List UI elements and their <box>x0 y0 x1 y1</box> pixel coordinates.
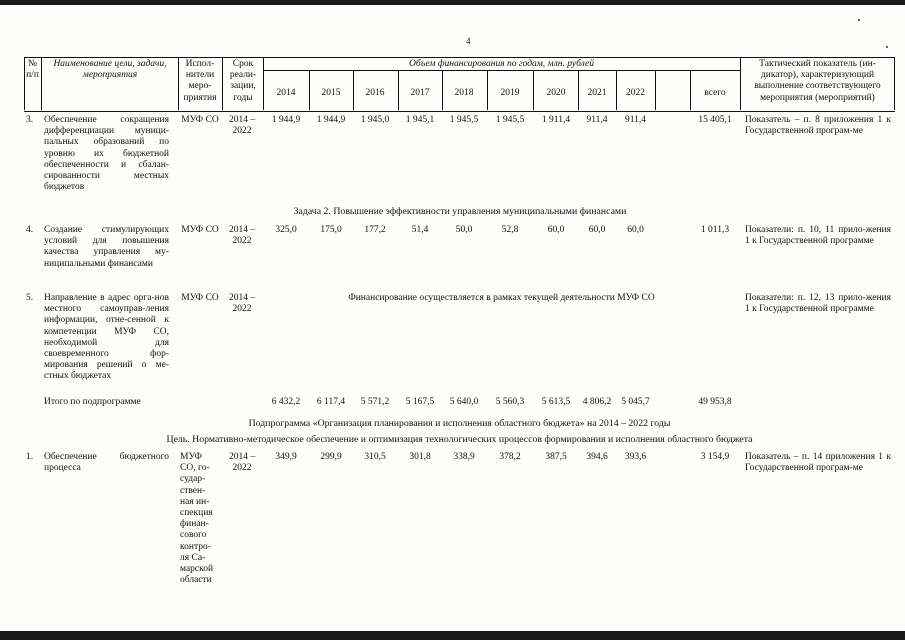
total-value: 4 806,2 <box>582 397 612 407</box>
row-term: 2014 – 2022 <box>228 452 256 474</box>
header-year: 2019 <box>500 88 520 98</box>
header-year: всего <box>704 88 726 98</box>
goal-heading: Цель. Нормативно-методическое обеспечение и оптимизация технологических процессов формирования и исполнения областного бюджета <box>166 434 753 445</box>
row-value: 15 405,1 <box>698 115 732 125</box>
row-value: 1 945,1 <box>405 115 435 125</box>
row-value: 349,9 <box>275 452 297 462</box>
header-year: 2020 <box>546 88 566 98</box>
row-value: 1 944,9 <box>316 115 346 125</box>
row-indicator: Показатели: п. 12, 13 прило-жения 1 к Государственной программе <box>745 293 891 315</box>
row-value: 60,0 <box>588 225 606 235</box>
row-value: 1 945,5 <box>449 115 479 125</box>
total-value: 5 045,7 <box>621 397 650 407</box>
row-value: 394,6 <box>586 452 608 462</box>
row-value: 1 944,9 <box>271 115 301 125</box>
row-indicator: Показатель – п. 14 приложения 1 к Государственной програм-ме <box>745 452 891 474</box>
row-value: 52,8 <box>501 225 519 235</box>
header-year: 2017 <box>410 88 430 98</box>
row-value: 387,5 <box>545 452 567 462</box>
row-value: 1 945,0 <box>360 115 390 125</box>
header-rule <box>487 70 488 110</box>
row-value: 378,2 <box>499 452 521 462</box>
total-label: Итого по подпрограмме <box>44 397 141 407</box>
header-col-indicator: Тактический показатель (ин-дикатор), характеризующий выполнение соответствующего мероприятия (мероприятий) <box>754 59 881 103</box>
row-value: 310,5 <box>364 452 386 462</box>
row-exec: МУФ СО <box>181 225 219 235</box>
row-value: 3 154,9 <box>700 452 730 462</box>
row-indicator: Показатель – п. 8 приложения 1 к Государственной програм-ме <box>745 115 891 137</box>
total-value: 5 613,5 <box>541 397 571 407</box>
row-value: 338,9 <box>453 452 475 462</box>
header-rule <box>178 57 179 110</box>
header-rule <box>894 57 895 110</box>
row-value: 50,0 <box>455 225 473 235</box>
row-name: Направление в адрес орга-нов местного самоуправ-ления информации, отне-сенной к компетенции МУФ СО, необходимой для своевременного фор-мирования решений о ме-стных бюджетах <box>44 293 169 382</box>
row-number: 3. <box>26 115 34 125</box>
scan-speck <box>858 19 860 21</box>
header-col-no: № п/п <box>26 59 39 81</box>
row-term: 2014 – 2022 <box>228 293 256 315</box>
page-number: 4 <box>466 36 471 46</box>
row-name: Обеспечение бюджетного процесса <box>44 452 169 474</box>
header-col-name: Наименование цели, задачи, мероприятия <box>53 59 167 81</box>
row-value: 911,4 <box>624 115 647 125</box>
header-rule <box>655 70 656 110</box>
row-value: 60,0 <box>547 225 565 235</box>
task-heading: Задача 2. Повышение эффективности управления муниципальными финансами <box>293 206 627 217</box>
header-col-exec: Испол-нители меро-приятия <box>183 59 217 103</box>
total-value: 5 571,2 <box>360 397 390 407</box>
row-value: 51,4 <box>411 225 429 235</box>
row-value: 325,0 <box>275 225 297 235</box>
row-term: 2014 – 2022 <box>228 225 256 247</box>
scan-top-border <box>0 0 905 5</box>
header-rule <box>740 57 741 110</box>
row-exec: МУФ СО <box>181 293 219 303</box>
row-exec: МУФ СО, го-судар-ствен-ная ин-спекция финан-сового контро-ля Са-марской области <box>180 452 214 586</box>
total-value: 5 560,3 <box>495 397 525 407</box>
total-value: 49 953,8 <box>698 397 732 407</box>
total-value: 5 167,5 <box>405 397 435 407</box>
row-value: 1 945,5 <box>495 115 525 125</box>
header-col-volume: Объем финансирования по годам, млн. рублей <box>409 59 594 69</box>
total-value: 6 432,2 <box>271 397 301 407</box>
row-value: 393,6 <box>624 452 647 462</box>
row-number: 5. <box>26 293 34 303</box>
header-rule <box>222 57 223 110</box>
header-year: 2014 <box>276 88 296 98</box>
financing-note: Финансирование осуществляется в рамках текущей деятельности МУФ СО <box>348 293 655 303</box>
header-year: 2015 <box>321 88 341 98</box>
header-col-term: Срок реали-зации, годы <box>229 59 257 103</box>
row-name: Обеспечение сокращения дифференциации муници-пальных образований по уровню их бюджетной обеспеченности и сбалан-сированности местных бюджетов <box>44 115 169 193</box>
row-value: 177,2 <box>364 225 386 235</box>
header-year: 2016 <box>365 88 385 98</box>
row-value: 301,8 <box>409 452 431 462</box>
total-value: 5 640,0 <box>449 397 479 407</box>
header-year: 2022 <box>626 88 645 98</box>
row-value: 911,4 <box>586 115 608 125</box>
header-rule <box>41 57 42 110</box>
row-number: 1. <box>26 452 34 462</box>
row-value: 1 011,3 <box>700 225 730 235</box>
header-year: 2021 <box>587 88 607 98</box>
total-value: 6 117,4 <box>316 397 346 407</box>
row-term: 2014 – 2022 <box>228 115 256 137</box>
row-value: 175,0 <box>320 225 342 235</box>
row-exec: МУФ СО <box>181 115 219 125</box>
row-number: 4. <box>26 225 34 235</box>
row-value: 1 911,4 <box>541 115 571 125</box>
row-value: 60,0 <box>627 225 644 235</box>
scan-speck <box>886 46 888 48</box>
scan-bottom-border <box>0 631 905 640</box>
row-value: 299,9 <box>320 452 342 462</box>
row-name: Создание стимулирующих условий для повышения качества управления му-ниципальными финансами <box>44 225 169 269</box>
row-indicator: Показатели: п. 10, 11 прило-жения 1 к Государственной программе <box>745 225 891 247</box>
subprogram-heading: Подпрограмма «Организация планирования и исполнения областного бюджета» на 2014 – 2022 годы <box>248 418 671 429</box>
header-year: 2018 <box>454 88 474 98</box>
